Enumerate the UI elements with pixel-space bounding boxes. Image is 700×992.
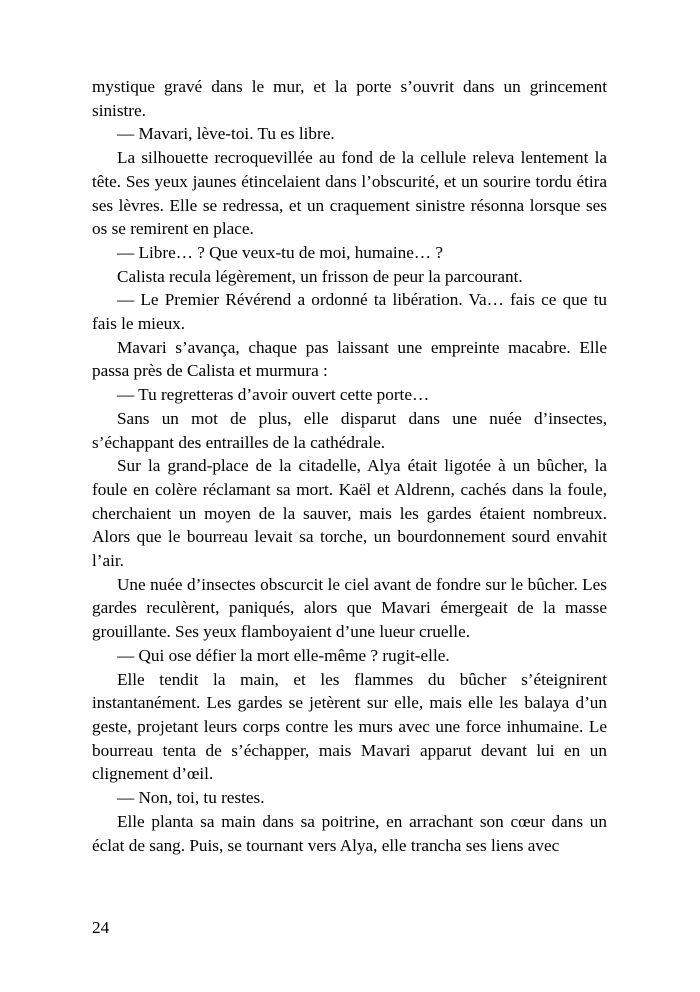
paragraph: Une nuée d’insectes obscurcit le ciel avant de fondre sur le bûcher. Les gardes reculèrent, paniqués, alors que Mavari émergeait de la masse grouillante. Ses yeux flamboyaient d’une lueur cruelle.: [92, 574, 607, 642]
page-number: 24: [92, 918, 110, 937]
paragraph: — Non, toi, tu restes.: [117, 788, 265, 808]
paragraph: — Mavari, lève-toi. Tu es libre.: [117, 124, 335, 144]
paragraph: — Qui ose défier la mort elle-même ? rugit-elle.: [117, 645, 450, 665]
paragraph: Elle planta sa main dans sa poitrine, en arrachant son cœur dans un éclat de sang. Puis, se tournant vers Alya, elle trancha ses liens avec: [92, 811, 607, 855]
body-text: [92, 75, 607, 857]
paragraph: La silhouette recroquevillée au fond de la cellule releva lentement la tête. Ses yeux jaunes étincelaient dans l’obscurité, et un sourire tordu étira ses lèvres. Elle se redressa, et un craquement sinistre résonna lorsque ses os se remirent en place.: [92, 148, 607, 239]
paragraph: — Tu regretteras d’avoir ouvert cette porte…: [117, 385, 430, 405]
paragraph: Calista recula légèrement, un frisson de peur la parcourant.: [117, 266, 523, 286]
paragraph: Sans un mot de plus, elle disparut dans une nuée d’insectes, s’échappant des entrailles de la cathédrale.: [92, 408, 607, 452]
paragraph: mystique gravé dans le mur, et la porte s’ouvrit dans un grincement sinistre.: [92, 77, 607, 120]
paragraph: — Libre… ? Que veux-tu de moi, humaine… ?: [117, 242, 443, 262]
paragraph: Elle tendit la main, et les flammes du bûcher s’éteignirent instantanément. Les gardes se jetèrent sur elle, mais elle les balaya d’un geste, projetant leurs corps contre les murs avec une force inhumaine. Le bourreau tenta de s’échapper, mais Mavari apparut devant lui en un clignement d’œil.: [92, 669, 607, 784]
paragraph: — Le Premier Révérend a ordonné ta libération. Va… fais ce que tu fais le mieux.: [92, 290, 607, 334]
paragraph: Sur la grand-place de la citadelle, Alya était ligotée à un bûcher, la foule en colère réclamant sa mort. Kaël et Aldrenn, cachés dans la foule, cherchaient un moyen de la sauver, mais les gardes étaient nombreux. Alors que le bourreau levait sa torche, un bourdonnement sourd envahit l’air.: [92, 456, 607, 571]
paragraph: Mavari s’avança, chaque pas laissant une empreinte macabre. Elle passa près de Calista et murmura :: [92, 337, 607, 381]
